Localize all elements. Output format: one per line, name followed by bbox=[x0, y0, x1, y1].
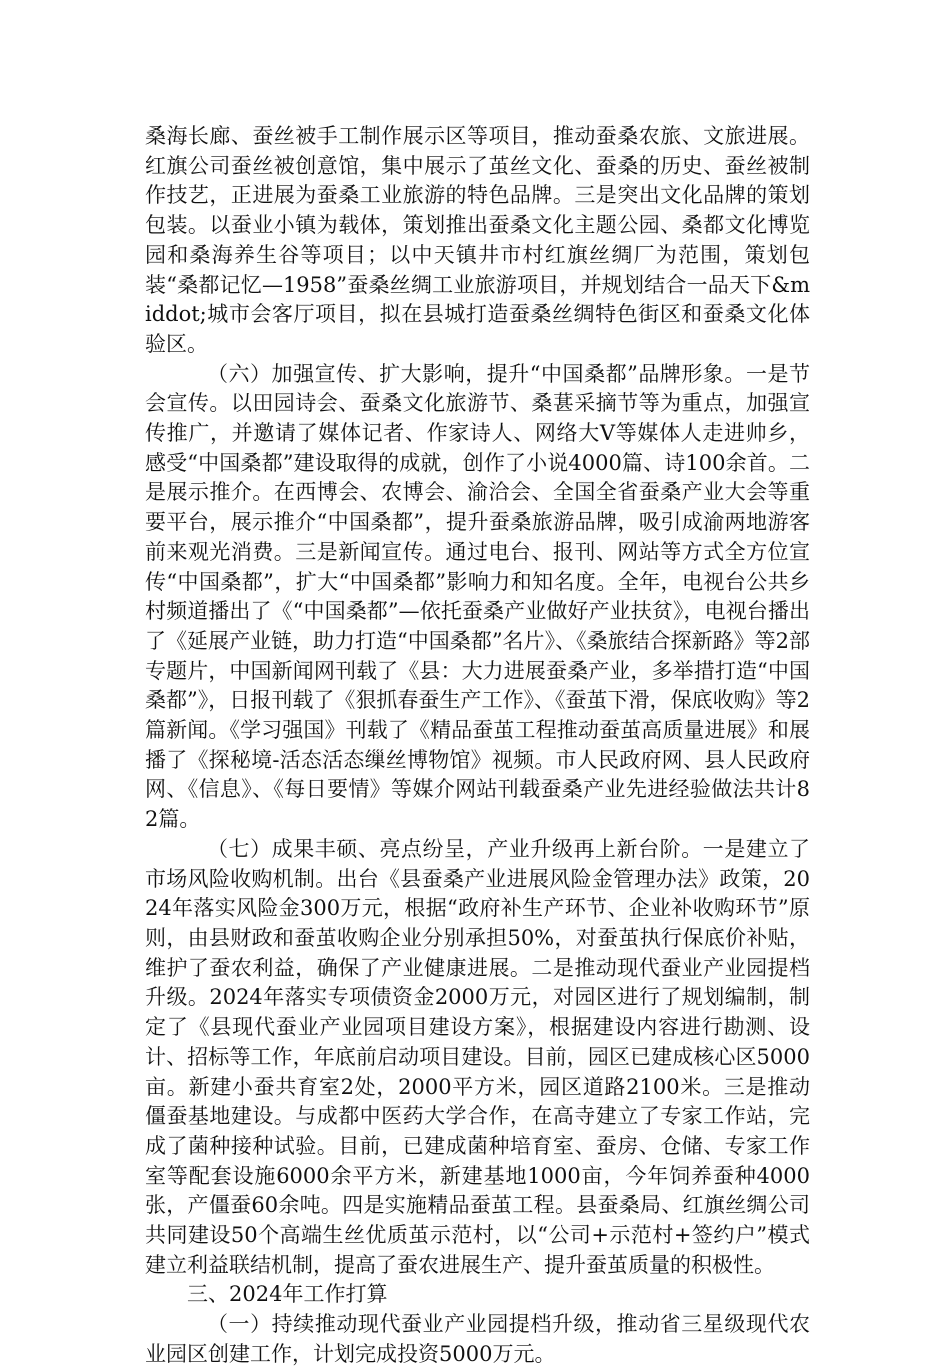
document-page bbox=[145, 122, 810, 1370]
paragraph-publicity: （六）加强宣传、扩大影响，提升“中国桑都”品牌形象。一是节会宣传。以田园诗会、蚕桑文化旅游节、桑葚采摘节等为重点，加强宣传推广，并邀请了媒体记者、作家诗人、网络大V等媒体人走进帅乡，感受“中国桑都”建设取得的成就，创作了小说4000篇、诗100余首。二是展示推介。在西博会、农博会、渝洽会、全国全省蚕桑产业大会等重要平台，展示推介“中国桑都”，提升蚕桑旅游品牌，吸引成渝两地游客前来观光消费。三是新闻宣传。通过电台、报刊、网站等方式全方位宣传“中国桑都”，扩大“中国桑都”影响力和知名度。全年，电视台公共乡村频道播出了《“中国桑都”—依托蚕桑产业做好产业扶贫》，电视台播出了《延展产业链，助力打造“中国桑都”名片》、《桑旅结合探新路》等2部专题片，中国新闻网刊载了《县：大力进展蚕桑产业，多举措打造“中国桑都”》，日报刊载了《狠抓春蚕生产工作》、《蚕茧下滑，保底收购》等2篇新闻。《学习强国》刊载了《精品蚕茧工程推动蚕茧高质量进展》和展播了《探秘境-活态活态缫丝博物馆》视频。市人民政府网、县人民政府网、《信息》、《每日要情》等媒介网站刊载蚕桑产业先进经验做法共计82篇。 bbox=[145, 361, 810, 832]
paragraph-plan-item-1: （一）持续推动现代蚕业产业园提档升级，推动省三星级现代农业园区创建工作，计划完成投资5000万元。 bbox=[145, 1312, 810, 1366]
section-heading-2024-plan: 三、2024年工作打算 bbox=[187, 1282, 388, 1307]
paragraph-achievements: （七）成果丰硕、亮点纷呈，产业升级再上新台阶。一是建立了市场风险收购机制。出台《县蚕桑产业进展风险金管理办法》政策，2024年落实风险金300万元，根据“政府补生产环节、企业补收购环节”原则，由县财政和蚕茧收购企业分别承担50%，对蚕茧执行保底价补贴，维护了蚕农利益，确保了产业健康进展。二是推动现代蚕业产业园提档升级。2024年落实专项债资金2000万元，对园区进行了规划编制，制定了《县现代蚕业产业园项目建设方案》，根据建设内容进行勘测、设计、招标等工作，年底前启动项目建设。目前，园区已建成核心区5000亩。新建小蚕共育室2处，2000平方米，园区道路2100米。三是推动僵蚕基地建设。与成都中医药大学合作，在高寺建立了专家工作站，完成了菌种接种试验。目前，已建成菌种培育室、蚕房、仓储、专家工作室等配套设施6000余平方米，新建基地1000亩，今年饲养蚕种4000张，产僵蚕60余吨。四是实施精品蚕茧工程。县蚕桑局、红旗丝绸公司共同建设50个高端生丝优质茧示范村，以“公司+示范村+签约户”模式建立利益联结机制，提高了蚕农进展生产、提升蚕茧质量的积极性。 bbox=[145, 836, 810, 1277]
paragraph-silk-tourism: 桑海长廊、蚕丝被手工制作展示区等项目，推动蚕桑农旅、文旅进展。红旗公司蚕丝被创意馆，集中展示了茧丝文化、蚕桑的历史、蚕丝被制作技艺，正进展为蚕桑工业旅游的特色品牌。三是突出文化品牌的策划包装。以蚕业小镇为载体，策划推出蚕桑文化主题公园、桑都文化博览园和桑海养生谷等项目；以中天镇井市村红旗丝绸厂为范围，策划包装“桑都记忆—1958”蚕桑丝绸工业旅游项目，并规划结合一品天下&middot;城市会客厅项目，拟在县城打造蚕桑丝绸特色街区和蚕桑文化体验区。 bbox=[145, 124, 810, 356]
